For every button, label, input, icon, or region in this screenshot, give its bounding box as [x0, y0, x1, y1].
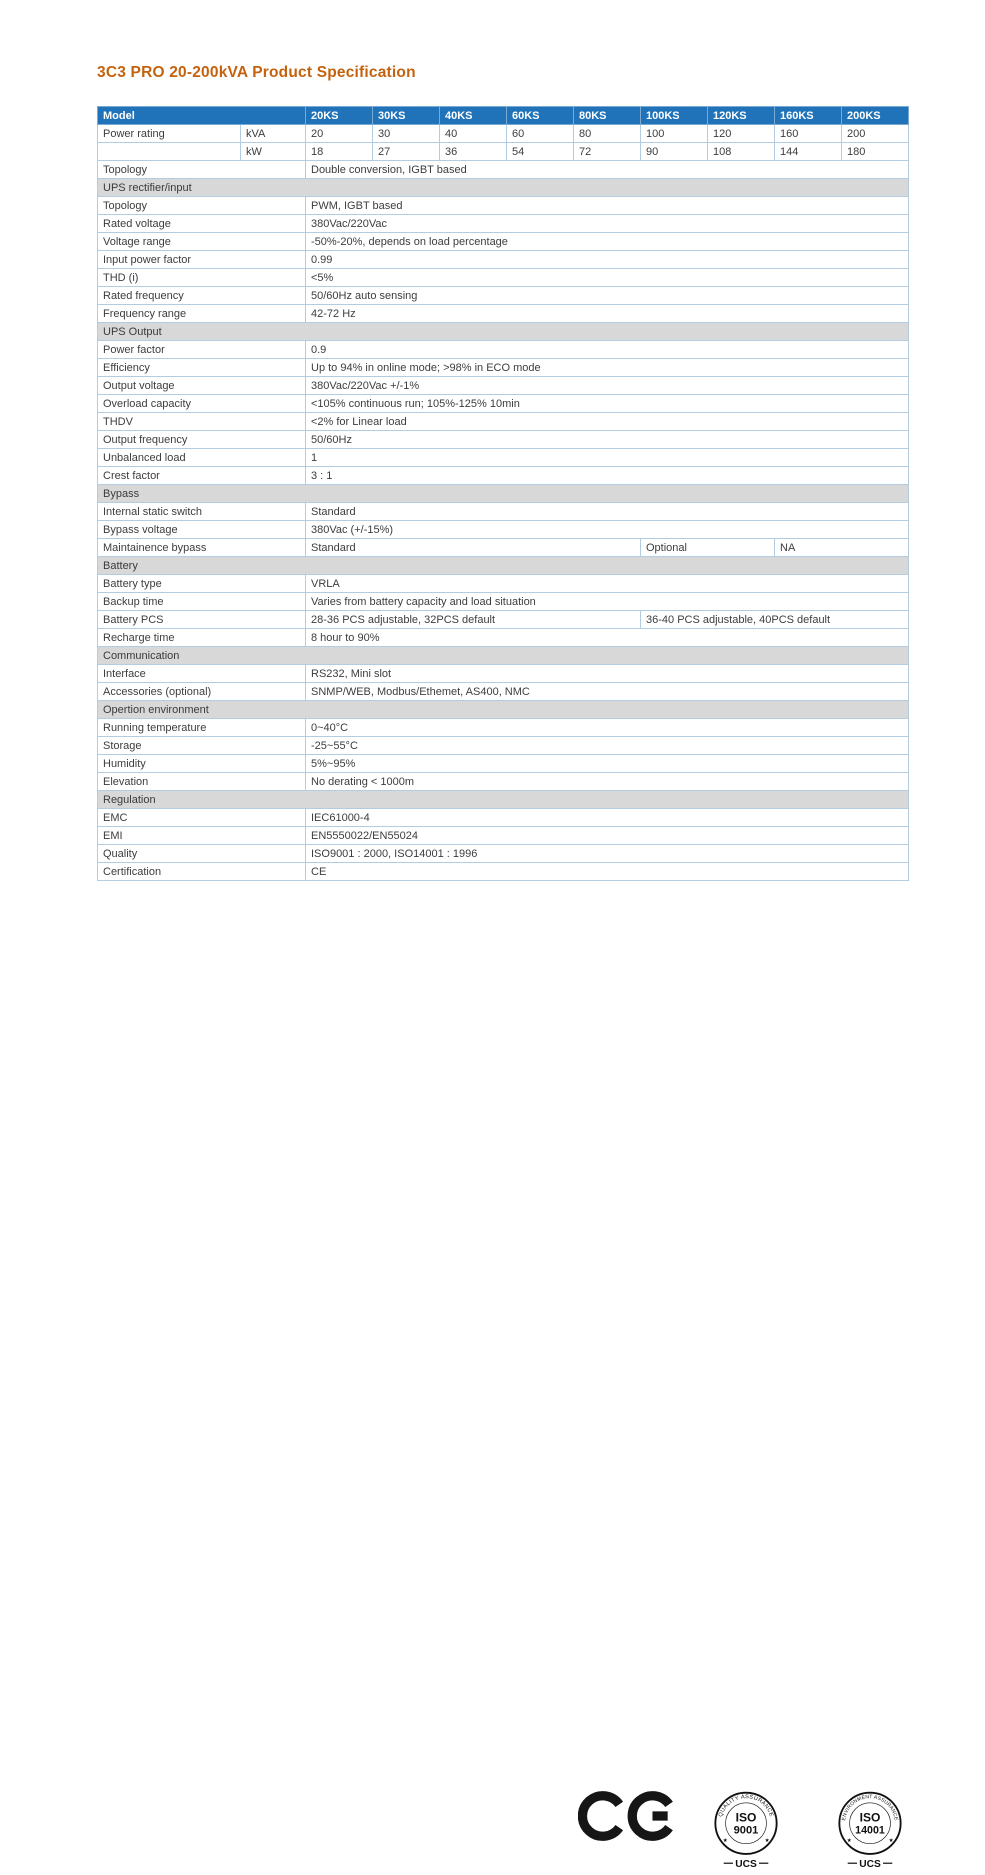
value-cell: 8 hour to 90%	[306, 629, 909, 647]
value-cell: Optional	[641, 539, 775, 557]
spec-row	[98, 755, 909, 773]
row-label: Efficiency	[98, 359, 306, 377]
value-cell: 120	[708, 125, 775, 143]
value-cell: <5%	[306, 269, 909, 287]
value-cell: 40	[440, 125, 507, 143]
value-cell: 36-40 PCS adjustable, 40PCS default	[641, 611, 909, 629]
row-label: Output frequency	[98, 431, 306, 449]
spec-row	[98, 665, 909, 683]
spec-row	[98, 845, 909, 863]
section-label: UPS Output	[98, 323, 909, 341]
star-icon: ★	[722, 1837, 728, 1844]
row-label: Elevation	[98, 773, 306, 791]
value-cell: 54	[507, 143, 574, 161]
iso-9001-line1: ISO	[735, 1810, 757, 1825]
value-cell: -25~55°C	[306, 737, 909, 755]
unit-cell: kVA	[241, 125, 306, 143]
iso-14001-arc-text: ENVIRONMENT ASSURANCE	[841, 1794, 899, 1822]
spec-row	[98, 503, 909, 521]
value-cell: 380Vac (+/-15%)	[306, 521, 909, 539]
spec-row	[98, 683, 909, 701]
row-label: Battery PCS	[98, 611, 306, 629]
value-cell: No derating < 1000m	[306, 773, 909, 791]
value-cell: Varies from battery capacity and load situation	[306, 593, 909, 611]
value-cell: 50/60Hz auto sensing	[306, 287, 909, 305]
spec-row	[98, 413, 909, 431]
model-header-cell: 20KS	[306, 107, 373, 125]
row-label: Maintainence bypass	[98, 539, 306, 557]
row-label: Storage	[98, 737, 306, 755]
spec-row	[98, 719, 909, 737]
row-label: Bypass voltage	[98, 521, 306, 539]
row-label: EMI	[98, 827, 306, 845]
footer-logos	[0, 890, 985, 1870]
row-label: Battery type	[98, 575, 306, 593]
value-cell: 20	[306, 125, 373, 143]
spec-row	[98, 737, 909, 755]
value-cell: 108	[708, 143, 775, 161]
value-cell: 3 : 1	[306, 467, 909, 485]
model-header-cell: 30KS	[373, 107, 440, 125]
value-cell: Double conversion, IGBT based	[306, 161, 909, 179]
spec-row	[98, 377, 909, 395]
spec-row	[98, 197, 909, 215]
section-row	[98, 179, 909, 197]
spec-row	[98, 467, 909, 485]
model-header-cell: 200KS	[842, 107, 909, 125]
section-row	[98, 485, 909, 503]
spec-row	[98, 773, 909, 791]
value-cell: Standard	[306, 503, 909, 521]
iso-14001-bottom-text: UCS	[859, 1858, 881, 1870]
spec-row	[98, 395, 909, 413]
row-label: Running temperature	[98, 719, 306, 737]
power-rating-row	[98, 125, 909, 143]
row-label: Rated frequency	[98, 287, 306, 305]
value-cell: ISO9001 : 2000, ISO14001 : 1996	[306, 845, 909, 863]
row-label: Internal static switch	[98, 503, 306, 521]
ce-mark-icon	[578, 1789, 678, 1848]
model-header-cell: 60KS	[507, 107, 574, 125]
section-label: Regulation	[98, 791, 909, 809]
row-label: Backup time	[98, 593, 306, 611]
model-header-cell: 80KS	[574, 107, 641, 125]
section-row	[98, 791, 909, 809]
star-icon: ★	[846, 1837, 852, 1844]
section-row	[98, 323, 909, 341]
row-label: Humidity	[98, 755, 306, 773]
value-cell: 50/60Hz	[306, 431, 909, 449]
value-cell: EN5550022/EN55024	[306, 827, 909, 845]
model-header-cell: 120KS	[708, 107, 775, 125]
section-row	[98, 557, 909, 575]
spec-row	[98, 521, 909, 539]
value-cell: <105% continuous run; 105%-125% 10min	[306, 395, 909, 413]
value-cell: 380Vac/220Vac	[306, 215, 909, 233]
unit-cell: kW	[241, 143, 306, 161]
row-label: Crest factor	[98, 467, 306, 485]
value-cell: 72	[574, 143, 641, 161]
model-header-cell: 40KS	[440, 107, 507, 125]
value-cell: 27	[373, 143, 440, 161]
spec-row	[98, 305, 909, 323]
spec-row	[98, 575, 909, 593]
power-rating-row	[98, 143, 909, 161]
row-label: Power rating	[98, 125, 241, 143]
value-cell: 100	[641, 125, 708, 143]
value-cell: 42-72 Hz	[306, 305, 909, 323]
row-label: Output voltage	[98, 377, 306, 395]
value-cell: 18	[306, 143, 373, 161]
value-cell: PWM, IGBT based	[306, 197, 909, 215]
model-header-cell: 160KS	[775, 107, 842, 125]
row-label: Interface	[98, 665, 306, 683]
row-label: Topology	[98, 197, 306, 215]
iso-9001-bottom-text: UCS	[735, 1858, 757, 1870]
row-label: Recharge time	[98, 629, 306, 647]
section-label: Battery	[98, 557, 909, 575]
value-cell: Standard	[306, 539, 641, 557]
spec-row	[98, 611, 909, 629]
spec-row	[98, 449, 909, 467]
iso-9001-line2: 9001	[733, 1824, 759, 1837]
value-cell: RS232, Mini slot	[306, 665, 909, 683]
value-cell: VRLA	[306, 575, 909, 593]
value-cell: 0~40°C	[306, 719, 909, 737]
star-icon: ★	[764, 1837, 770, 1844]
value-cell: <2% for Linear load	[306, 413, 909, 431]
value-cell: 28-36 PCS adjustable, 32PCS default	[306, 611, 641, 629]
iso-9001-arc-text: QUALITY ASSURANCE	[717, 1794, 775, 1818]
row-label: Quality	[98, 845, 306, 863]
row-label: Unbalanced load	[98, 449, 306, 467]
row-label: Frequency range	[98, 305, 306, 323]
spec-row	[98, 629, 909, 647]
star-icon: ★	[888, 1837, 894, 1844]
iso-14001-badge-icon	[831, 1784, 909, 1875]
row-label: Topology	[98, 161, 306, 179]
iso-14001-line1: ISO	[859, 1810, 881, 1825]
value-cell: SNMP/WEB, Modbus/Ethemet, AS400, NMC	[306, 683, 909, 701]
spec-row	[98, 269, 909, 287]
row-label: THD (i)	[98, 269, 306, 287]
value-cell: 5%~95%	[306, 755, 909, 773]
row-label: Certification	[98, 863, 306, 881]
spec-row	[98, 233, 909, 251]
value-cell: 0.99	[306, 251, 909, 269]
value-cell: Up to 94% in online mode; >98% in ECO mode	[306, 359, 909, 377]
spec-row	[98, 863, 909, 881]
iso-14001-line2: 14001	[855, 1824, 885, 1837]
value-cell: IEC61000-4	[306, 809, 909, 827]
row-label: Voltage range	[98, 233, 306, 251]
row-label	[98, 143, 241, 161]
section-row	[98, 701, 909, 719]
spec-row	[98, 251, 909, 269]
value-cell: 90	[641, 143, 708, 161]
spec-row	[98, 431, 909, 449]
row-label: Accessories (optional)	[98, 683, 306, 701]
value-cell: CE	[306, 863, 909, 881]
value-cell: 144	[775, 143, 842, 161]
model-header-cell: 100KS	[641, 107, 708, 125]
section-label: Bypass	[98, 485, 909, 503]
value-cell: NA	[775, 539, 909, 557]
row-label: Overload capacity	[98, 395, 306, 413]
section-label: Opertion environment	[98, 701, 909, 719]
row-label: Input power factor	[98, 251, 306, 269]
page-title: 3C3 PRO 20-200kVA Product Specification	[97, 64, 416, 81]
row-label: EMC	[98, 809, 306, 827]
spec-row	[98, 341, 909, 359]
value-cell: 80	[574, 125, 641, 143]
row-label: THDV	[98, 413, 306, 431]
spec-row	[98, 359, 909, 377]
value-cell: 60	[507, 125, 574, 143]
value-cell: 380Vac/220Vac +/-1%	[306, 377, 909, 395]
spec-row	[98, 539, 909, 557]
value-cell: 30	[373, 125, 440, 143]
value-cell: 0.9	[306, 341, 909, 359]
spec-row	[98, 809, 909, 827]
section-label: Communication	[98, 647, 909, 665]
row-label: Power factor	[98, 341, 306, 359]
value-cell: 160	[775, 125, 842, 143]
section-label: UPS rectifier/input	[98, 179, 909, 197]
value-cell: 180	[842, 143, 909, 161]
model-header-row	[98, 107, 909, 125]
spec-row	[98, 287, 909, 305]
spec-row	[98, 215, 909, 233]
model-header-label: Model	[98, 107, 306, 125]
row-label: Rated voltage	[98, 215, 306, 233]
value-cell: 36	[440, 143, 507, 161]
iso-9001-badge-icon	[707, 1784, 785, 1875]
value-cell: -50%-20%, depends on load percentage	[306, 233, 909, 251]
spec-row	[98, 593, 909, 611]
value-cell: 200	[842, 125, 909, 143]
spec-row	[98, 827, 909, 845]
spec-table	[97, 106, 909, 881]
spec-row	[98, 161, 909, 179]
value-cell: 1	[306, 449, 909, 467]
section-row	[98, 647, 909, 665]
